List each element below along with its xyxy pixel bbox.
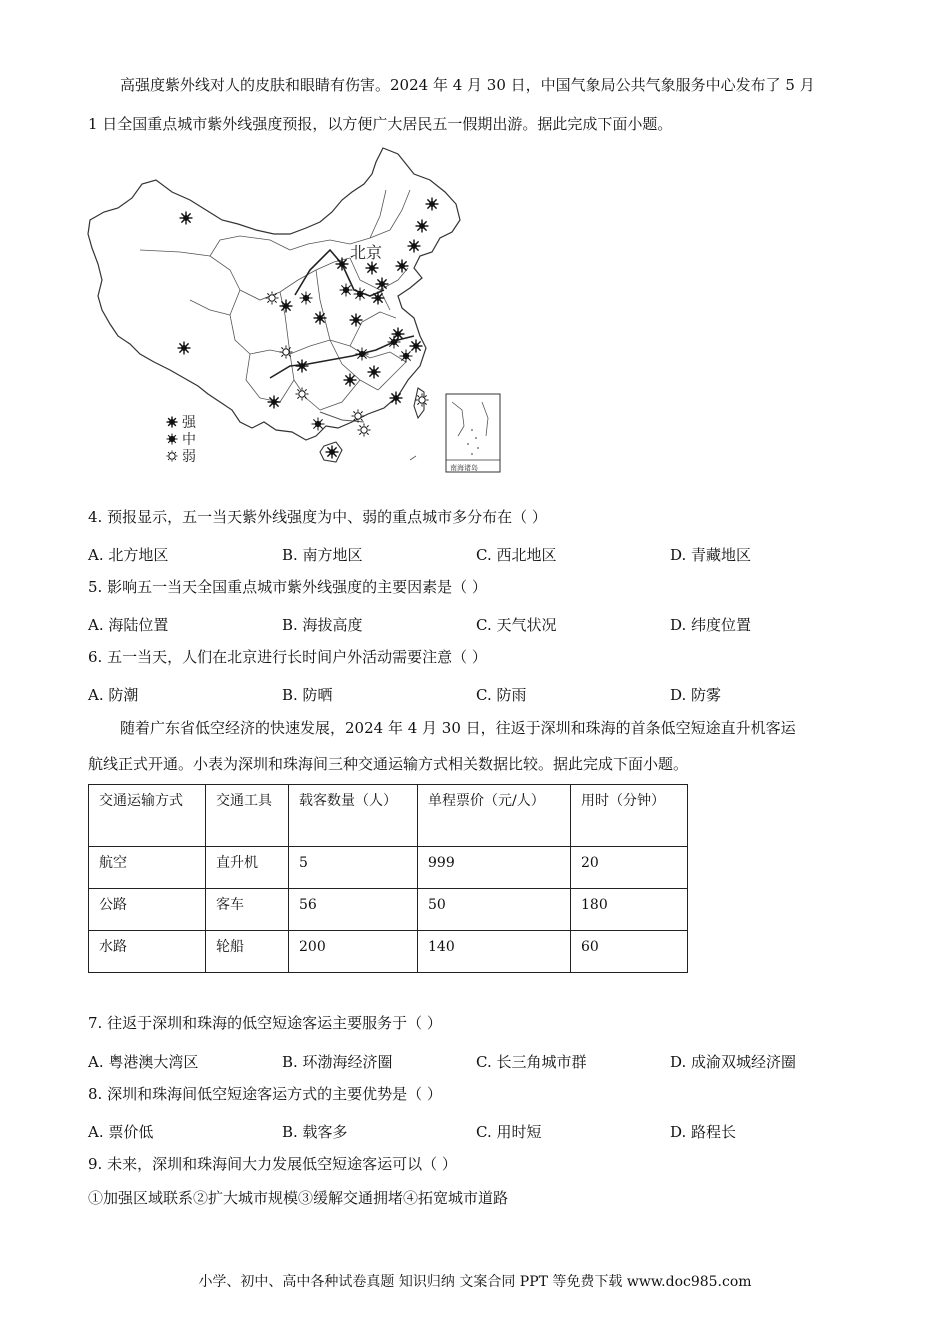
table-row	[89, 931, 688, 973]
city-uv-strong-icon	[396, 260, 409, 273]
question-9-choices: ①加强区域联系②扩大城市规模③缓解交通拥堵④拓宽城市道路	[88, 1189, 509, 1207]
question-5-option-c[interactable]: C. 天气状况	[476, 616, 557, 634]
question-7-option-c[interactable]: C. 长三角城市群	[476, 1053, 587, 1071]
table-cell: 航空	[89, 847, 206, 889]
city-uv-weak-icon	[280, 346, 293, 359]
city-uv-strong-icon	[376, 278, 389, 291]
table-cell: 客车	[206, 889, 289, 931]
south-china-sea-inset	[446, 394, 500, 472]
question-9-stem: 9. 未来，深圳和珠海间大力发展低空短途客运可以（ ）	[88, 1155, 457, 1173]
table-cell: 140	[418, 931, 571, 973]
city-uv-weak-icon	[266, 292, 279, 305]
city-uv-strong-icon	[296, 360, 309, 373]
legend-medium-icon	[167, 434, 178, 445]
map-legend	[167, 415, 198, 465]
table-cell: 20	[571, 847, 688, 889]
page-footer: 小学、初中、高中各种试卷真题 知识归纳 文案合同 PPT 等免费下载 www.doc985.com	[198, 1274, 752, 1290]
question-7-option-b[interactable]: B. 环渤海经济圈	[282, 1053, 393, 1071]
question-8-option-c[interactable]: C. 用时短	[476, 1123, 542, 1141]
table-cell: 60	[571, 931, 688, 973]
table-cell: 水路	[89, 931, 206, 973]
question-4-stem: 4. 预报显示，五一当天紫外线强度为中、弱的重点城市多分布在（ ）	[88, 508, 547, 526]
city-uv-strong-icon	[268, 396, 281, 409]
city-uv-weak-icon	[358, 424, 371, 437]
table-header-cell: 交通运输方式	[89, 785, 206, 847]
city-uv-weak-icon	[296, 388, 309, 401]
passage-2-line-1: 随着广东省低空经济的快速发展，2024 年 4 月 30 日，往返于深圳和珠海的首条低空短途直升机客运	[120, 719, 796, 737]
table-cell: 直升机	[206, 847, 289, 889]
question-8-option-b[interactable]: B. 载客多	[282, 1123, 348, 1141]
table-header-cell: 单程票价（元/人）	[418, 785, 571, 847]
passage-1-line-2: 1 日全国重点城市紫外线强度预报，以方便广大居民五一假期出游。据此完成下面小题。	[88, 115, 673, 133]
question-8-option-d[interactable]: D. 路程长	[670, 1123, 737, 1141]
uv-forecast-map	[80, 140, 510, 480]
table-header-cell: 用时（分钟）	[571, 785, 688, 847]
question-5-option-a[interactable]: A. 海陆位置	[88, 616, 169, 634]
city-uv-strong-icon	[392, 328, 405, 341]
question-4-option-b[interactable]: B. 南方地区	[282, 546, 363, 564]
question-7-stem: 7. 往返于深圳和珠海的低空短途客运主要服务于（ ）	[88, 1014, 442, 1032]
table-row	[89, 847, 688, 889]
question-6-stem: 6. 五一当天，人们在北京进行长时间户外活动需要注意（ ）	[88, 648, 487, 666]
city-uv-strong-icon	[390, 392, 403, 405]
city-uv-strong-icon	[280, 300, 293, 313]
legend-strong-label: 强	[182, 415, 196, 431]
beijing-label: 北京	[350, 243, 383, 262]
question-5-option-b[interactable]: B. 海拔高度	[282, 616, 363, 634]
question-5-option-d[interactable]: D. 纬度位置	[670, 616, 752, 634]
city-uv-strong-icon	[350, 314, 363, 327]
question-6-option-c[interactable]: C. 防雨	[476, 686, 527, 704]
table-cell: 56	[289, 889, 418, 931]
table-header-cell: 载客数量（人）	[289, 785, 418, 847]
table-cell: 180	[571, 889, 688, 931]
legend-weak-label: 弱	[182, 449, 196, 465]
inset-label: 南海诸岛	[450, 464, 478, 472]
table-header-cell: 交通工具	[206, 785, 289, 847]
table-header-row	[89, 785, 688, 847]
city-uv-medium-icon	[312, 418, 325, 431]
city-uv-strong-icon	[372, 292, 385, 305]
table-row	[89, 889, 688, 931]
question-4-option-a[interactable]: A. 北方地区	[88, 546, 169, 564]
city-uv-strong-icon	[366, 262, 379, 275]
city-uv-medium-icon	[354, 288, 367, 301]
table-cell: 5	[289, 847, 418, 889]
question-6-option-d[interactable]: D. 防雾	[670, 686, 722, 704]
city-uv-weak-icon	[352, 410, 365, 423]
table-cell: 公路	[89, 889, 206, 931]
city-uv-strong-icon	[314, 312, 327, 325]
legend-weak-icon	[167, 451, 178, 462]
question-6-option-a[interactable]: A. 防潮	[88, 686, 139, 704]
question-8-option-a[interactable]: A. 票价低	[88, 1123, 154, 1141]
city-uv-strong-icon	[344, 374, 357, 387]
passage-2-line-2: 航线正式开通。小表为深圳和珠海间三种交通运输方式相关数据比较。据此完成下面小题。	[88, 755, 689, 773]
question-8-stem: 8. 深圳和珠海间低空短途客运方式的主要优势是（ ）	[88, 1085, 442, 1103]
city-uv-medium-icon	[300, 292, 313, 305]
question-4-option-c[interactable]: C. 西北地区	[476, 546, 557, 564]
question-6-option-b[interactable]: B. 防晒	[282, 686, 333, 704]
question-4-option-d[interactable]: D. 青藏地区	[670, 546, 752, 564]
table-cell: 轮船	[206, 931, 289, 973]
city-uv-medium-icon	[356, 348, 369, 361]
question-7-option-a[interactable]: A. 粤港澳大湾区	[88, 1053, 199, 1071]
city-uv-strong-icon	[336, 258, 349, 271]
city-uv-weak-icon	[416, 394, 429, 407]
city-uv-strong-icon	[426, 198, 439, 211]
city-uv-strong-icon	[416, 220, 429, 233]
table-cell: 200	[289, 931, 418, 973]
question-7-option-d[interactable]: D. 成渝双城经济圈	[670, 1053, 797, 1071]
city-uv-medium-icon	[400, 350, 413, 363]
city-uv-medium-icon	[340, 284, 353, 297]
transport-comparison-table	[88, 784, 688, 973]
city-uv-strong-icon	[180, 212, 193, 225]
city-uv-strong-icon	[368, 366, 381, 379]
question-5-stem: 5. 影响五一当天全国重点城市紫外线强度的主要因素是（ ）	[88, 578, 487, 596]
legend-strong-icon	[167, 417, 178, 428]
city-uv-strong-icon	[408, 240, 421, 253]
city-uv-strong-icon	[326, 446, 339, 459]
table-cell: 50	[418, 889, 571, 931]
city-uv-strong-icon	[178, 342, 191, 355]
passage-1-line-1: 高强度紫外线对人的皮肤和眼睛有伤害。2024 年 4 月 30 日，中国气象局公共气象服务中心发布了 5 月	[120, 76, 815, 94]
legend-medium-label: 中	[182, 432, 196, 448]
table-cell: 999	[418, 847, 571, 889]
city-uv-strong-icon	[410, 340, 423, 353]
